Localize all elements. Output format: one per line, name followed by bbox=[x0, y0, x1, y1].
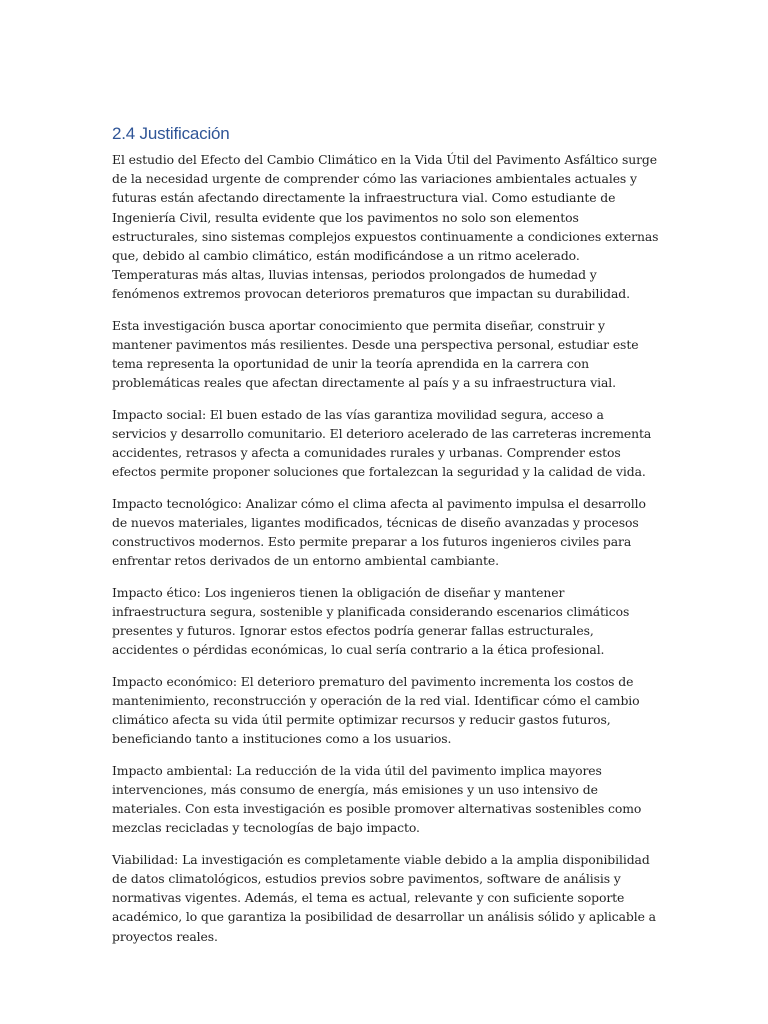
paragraph-introduction: El estudio del Efecto del Cambio Climático en la Vida Útil del Pavimento Asfáltico surge de la necesidad urgente de comprender cómo las variaciones ambientales actuales y futuras están afectando directamente la infraestructura vial. Como estudiante de Ingeniería Civil, resulta evidente que los pavimentos no solo son elementos estructurales, sino sistemas complejos expuestos continuamente a condiciones externas que, debido al cambio climático, están modificándose a un ritmo acelerado. Temperaturas más altas, lluvias intensas, periodos prolongados de humedad y fenómenos extremos provocan deterioros prematuros que impactan su durabilidad. bbox=[112, 152, 659, 302]
paragraph-technological-impact: Impacto tecnológico: Analizar cómo el clima afecta al pavimento impulsa el desarrollo de nuevos materiales, ligantes modificados, técnicas de diseño avanzadas y procesos constructivos modernos. Esto permite preparar a los futuros ingenieros civiles para enfrentar retos derivados de un entorno ambiental cambiante. bbox=[112, 495, 646, 569]
document-body bbox=[112, 122, 660, 958]
paragraph-social-impact: Impacto social: El buen estado de las vías garantiza movilidad segura, acceso a servicios y desarrollo comunitario. El deterioro acelerado de las carreteras incrementa accidentes, retrasos y afecta a comunidades rurales y urbanas. Comprender estos efectos permite proponer soluciones que fortalezcan la seguridad y la calidad de vida. bbox=[112, 406, 652, 480]
paragraph-viability: Viabilidad: La investigación es completamente viable debido a la amplia disponibilidad de datos climatológicos, estudios previos sobre pavimentos, software de análisis y normativas vigentes. Además, el tema es actual, relevante y con suficiente soporte académico, lo que garantiza la posibilidad de desarrollar un análisis sólido y aplicable a proyectos reales. bbox=[112, 851, 656, 944]
paragraph-ethical-impact: Impacto ético: Los ingenieros tienen la obligación de diseñar y mantener infraestructura segura, sostenible y planificada considerando escenarios climáticos presentes y futuros. Ignorar estos efectos podría generar fallas estructurales, accidentes o pérdidas económicas, lo cual sería contrario a la ética profesional. bbox=[112, 584, 630, 658]
paragraph-objective: Esta investigación busca aportar conocimiento que permita diseñar, construir y mantener pavimentos más resilientes. Desde una perspectiva personal, estudiar este tema representa la oportunidad de unir la teoría aprendida en la carrera con problemáticas reales que afectan directamente al país y a su infraestructura vial. bbox=[112, 317, 639, 391]
paragraph-economic-impact: Impacto económico: El deterioro prematuro del pavimento incrementa los costos de mantenimiento, reconstrucción y operación de la red vial. Identificar cómo el cambio climático afecta su vida útil permite optimizar recursos y reducir gastos futuros, beneficiando tanto a instituciones como a los usuarios. bbox=[112, 673, 640, 747]
section-heading: 2.4 Justificación bbox=[112, 124, 230, 143]
paragraph-environmental-impact: Impacto ambiental: La reducción de la vida útil del pavimento implica mayores intervenciones, más consumo de energía, más emisiones y un uso intensivo de materiales. Con esta investigación es posible promover alternativas sostenibles como mezclas recicladas y tecnologías de bajo impacto. bbox=[112, 762, 642, 836]
